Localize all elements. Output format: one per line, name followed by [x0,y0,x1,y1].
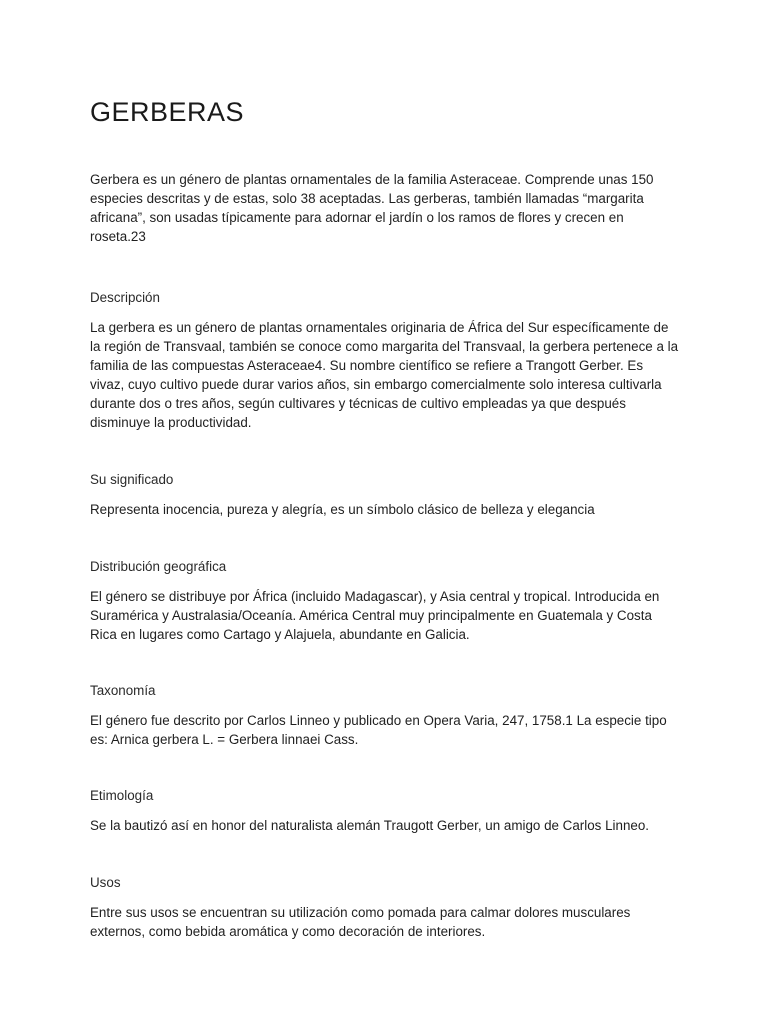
section-body: Entre sus usos se encuentran su utilización como pomada para calmar dolores musculares externos, como bebida aromática y como decoración de interiores. [90,905,631,939]
section-heading: Descripción [90,290,160,305]
section-body: La gerbera es un género de plantas ornamentales originaria de África del Sur específicamente de la región de Transvaal, también se conoce como margarita del Transvaal, la gerbera pertenece a la familia de las compuestas Asteraceae4. Su nombre científico se refiere a Trangott Gerber. Es vivaz, cuyo cultivo puede durar varios años, sin embargo comercialmente solo interesa cultivarla durante dos o tres años, según cultivares y técnicas de cultivo empleadas ya que después disminuye la productividad. [90,320,679,430]
section-taxonomia [90,681,680,749]
section-etimologia [90,786,680,835]
section-heading: Etimología [90,788,154,803]
section-body: El género se distribuye por África (incluido Madagascar), y Asia central y tropical. Introducida en Suramérica y Australasia/Oceanía. América Central muy principalmente en Guatemala y Costa Rica en lugares como Cartago y Alajuela, abundante en Galicia. [90,589,660,642]
section-descripcion [90,288,680,432]
section-significado [90,470,680,519]
section-heading: Usos [90,875,121,890]
section-heading: Su significado [90,472,174,487]
section-body: Representa inocencia, pureza y alegría, es un símbolo clásico de belleza y elegancia [90,502,595,517]
section-distribucion [90,557,680,644]
document-title: GERBERAS [90,97,245,127]
intro-paragraph: Gerbera es un género de plantas ornamentales de la familia Asteraceae. Comprende unas 150 especies descritas y de estas, solo 38 aceptadas. Las gerberas, también llamadas “margarita africana”, son usadas típicamente para adornar el jardín o los ramos de flores y crecen en roseta.23 [90,172,654,244]
section-usos [90,873,680,941]
section-body: El género fue descrito por Carlos Linneo y publicado en Opera Varia, 247, 1758.1 La especie tipo es: Arnica gerbera L. = Gerbera linnaei Cass. [90,713,667,747]
document-content [90,94,680,941]
section-heading: Taxonomía [90,683,156,698]
section-body: Se la bautizó así en honor del naturalista alemán Traugott Gerber, un amigo de Carlos Linneo. [90,818,650,833]
section-heading: Distribución geográfica [90,559,227,574]
